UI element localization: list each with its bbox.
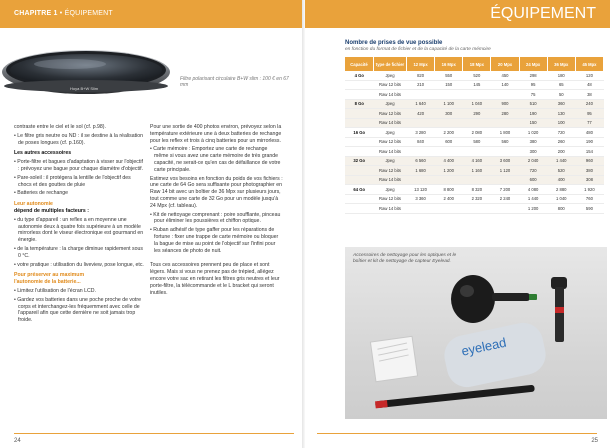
shots-cell bbox=[435, 90, 463, 100]
shots-cell: 520 bbox=[547, 166, 575, 176]
photo-caption: Accessoires de nettoyage pour les optiques et le boîtier et kit de nettoyage de capteur Eyelead. bbox=[353, 253, 457, 264]
heading-autres-accessoires: Les autres accessoires bbox=[14, 150, 72, 157]
shots-cell: 550 bbox=[435, 71, 463, 80]
capacity-cell: 16 Go bbox=[345, 128, 374, 138]
filter-caption: Filtre polarisant circulaire B+W slim : 100 € en 67 mm bbox=[180, 76, 289, 88]
file-type-cell: Jpeg bbox=[374, 128, 407, 138]
page-number-right: 25 bbox=[591, 438, 598, 444]
shots-cell: 1 440 bbox=[547, 156, 575, 166]
shots-cell bbox=[463, 90, 491, 100]
table-row bbox=[345, 204, 604, 214]
col-header: 18 Mpx bbox=[463, 57, 491, 71]
file-type-cell: Raw 14 bits bbox=[374, 90, 407, 100]
shots-cell: 3 600 bbox=[491, 156, 519, 166]
cleaning-kit-image bbox=[345, 247, 607, 419]
capacity-cell bbox=[345, 204, 374, 214]
table-row bbox=[345, 71, 604, 80]
table-row bbox=[345, 80, 604, 90]
shots-cell: 510 bbox=[519, 99, 547, 109]
shots-cell: 1 680 bbox=[407, 166, 435, 176]
capacity-cell bbox=[345, 90, 374, 100]
shots-cell: 2 400 bbox=[435, 194, 463, 204]
shots-cell bbox=[491, 175, 519, 185]
shots-cell: 95 bbox=[575, 109, 603, 119]
file-type-cell: Jpeg bbox=[374, 99, 407, 109]
shots-cell: 380 bbox=[575, 166, 603, 176]
file-type-cell: Jpeg bbox=[374, 156, 407, 166]
left-column-1: contraste entre le ciel et le sol (cf. p.98). • Le filtre gris neutre ou ND : il se destine à la réalisation de poses longues (cf. p.160). Les autres accessoires • Porte-filtre et bagues d'adaptation à visser sur l'objectif : prévoyez une bague pour chaque diamètre d'objectif. • Pare-soleil : il protégera la lentille de l'objectif des chocs et des gouttes de pluie • Batteries de rechange Leur autonomie dépend de multiples facteurs : • du type d'appareil : un reflex a en moyenne une autonomie deux à quatre fois supérieure à un modèle mirrorless dont le viseur électronique est gourmand en énergie. • de la température : la charge diminue rapidement sous 0 °C. • votre pratique : utilisation du liveview, pose longue, etc. Pour préserver au maximum l'autonomie de la batterie... • Limitez l'utilisation de l'écran LCD. • Gardez vos batteries dans une poche proche de votre corps et interchangez-les fréquemment avec celle de l'appareil afin que cette dernière ne soit jamais trop froide. bbox=[14, 124, 144, 324]
shots-cell: 2 040 bbox=[519, 156, 547, 166]
shots-cell: 420 bbox=[407, 109, 435, 119]
shots-cell: 8 800 bbox=[435, 185, 463, 195]
shots-cell: 1 020 bbox=[519, 128, 547, 138]
shots-cell: 1 800 bbox=[491, 128, 519, 138]
shots-cell: 1 200 bbox=[519, 204, 547, 214]
eyelead-logo: eyelead bbox=[459, 334, 508, 359]
page-number-left: 24 bbox=[14, 438, 21, 444]
shots-cell: 560 bbox=[491, 137, 519, 147]
shots-cell: 100 bbox=[547, 118, 575, 128]
shots-cell bbox=[491, 204, 519, 214]
shots-cell: 840 bbox=[407, 137, 435, 147]
shots-cell: 3 280 bbox=[407, 128, 435, 138]
shots-cell: 2 320 bbox=[463, 194, 491, 204]
section-header bbox=[305, 0, 610, 28]
col-header: 16 Mpx bbox=[435, 57, 463, 71]
shots-cell: 180 bbox=[547, 71, 575, 80]
table-row bbox=[345, 109, 604, 119]
shots-cell: 1 100 bbox=[435, 99, 463, 109]
right-page bbox=[305, 0, 610, 448]
shots-cell bbox=[463, 118, 491, 128]
shots-cell: 150 bbox=[519, 118, 547, 128]
file-type-cell: Raw 14 bits bbox=[374, 204, 407, 214]
shots-cell: 280 bbox=[491, 109, 519, 119]
table-row bbox=[345, 156, 604, 166]
shots-cell: 200 bbox=[547, 147, 575, 157]
shots-cell: 300 bbox=[435, 109, 463, 119]
shots-cell: 2 240 bbox=[491, 194, 519, 204]
col-header: 45 Mpx bbox=[575, 57, 603, 71]
table-row bbox=[345, 90, 604, 100]
shots-cell: 6 560 bbox=[407, 156, 435, 166]
shots-cell: 300 bbox=[519, 147, 547, 157]
shots-cell bbox=[407, 90, 435, 100]
capacity-cell bbox=[345, 109, 374, 119]
shots-cell bbox=[435, 147, 463, 157]
col-header: 12 Mpx bbox=[407, 57, 435, 71]
capacity-cell: 32 Go bbox=[345, 156, 374, 166]
shots-cell: 150 bbox=[435, 80, 463, 90]
shots-cell: 800 bbox=[547, 204, 575, 214]
shots-cell: 1 640 bbox=[407, 99, 435, 109]
filter-ring-text: Hoya B+W Slim bbox=[70, 86, 99, 91]
capacity-cell: 4 Go bbox=[345, 71, 374, 80]
shots-cell: 400 bbox=[547, 175, 575, 185]
chapter-header: CHAPITRE 1 • ÉQUIPEMENT bbox=[0, 0, 305, 28]
table-row bbox=[345, 99, 604, 109]
shots-cell: 120 bbox=[575, 71, 603, 80]
table-row bbox=[345, 175, 604, 185]
shots-cell: 900 bbox=[491, 99, 519, 109]
col-header: 20 Mpx bbox=[491, 57, 519, 71]
shots-cell: 140 bbox=[491, 80, 519, 90]
shots-cell: 760 bbox=[575, 194, 603, 204]
shots-cell: 298 bbox=[519, 71, 547, 80]
shots-cell: 190 bbox=[519, 109, 547, 119]
shots-cell: 580 bbox=[463, 137, 491, 147]
col-header: 24 Mpx bbox=[519, 57, 547, 71]
shots-cell: 260 bbox=[547, 137, 575, 147]
shots-cell: 308 bbox=[575, 175, 603, 185]
shots-cell: 380 bbox=[519, 137, 547, 147]
shots-cell: 1 040 bbox=[463, 99, 491, 109]
shots-cell: 8 320 bbox=[463, 185, 491, 195]
capacity-cell bbox=[345, 137, 374, 147]
shots-cell: 720 bbox=[519, 166, 547, 176]
capacity-cell: 8 Go bbox=[345, 99, 374, 109]
col-header: type de fichier bbox=[374, 57, 407, 71]
shots-cell: 600 bbox=[519, 175, 547, 185]
table-header-row bbox=[345, 57, 604, 71]
footer-rule bbox=[14, 433, 294, 434]
capacity-cell bbox=[345, 175, 374, 185]
shots-cell bbox=[463, 175, 491, 185]
table-row bbox=[345, 194, 604, 204]
section-label: ÉQUIPEMENT bbox=[64, 10, 113, 17]
file-type-cell: Raw 12 bits bbox=[374, 80, 407, 90]
capacity-cell bbox=[345, 166, 374, 176]
file-type-cell: Raw 14 bits bbox=[374, 118, 407, 128]
shots-cell bbox=[463, 147, 491, 157]
shots-cell: 820 bbox=[407, 71, 435, 80]
capacity-cell bbox=[345, 80, 374, 90]
shots-cell bbox=[407, 147, 435, 157]
file-type-cell: Raw 12 bits bbox=[374, 137, 407, 147]
shots-cell bbox=[407, 118, 435, 128]
shots-cell: 75 bbox=[519, 90, 547, 100]
table-title: Nombre de prises de vue possible bbox=[345, 40, 443, 46]
heading-preserver: Pour préserver au maximum bbox=[14, 272, 85, 279]
shots-cell: 65 bbox=[547, 80, 575, 90]
shots-cell: 95 bbox=[519, 80, 547, 90]
file-type-cell: Jpeg bbox=[374, 185, 407, 195]
shots-cell bbox=[463, 204, 491, 214]
shots-cell: 290 bbox=[463, 109, 491, 119]
shots-cell: 7 200 bbox=[491, 185, 519, 195]
shots-cell: 360 bbox=[547, 99, 575, 109]
capacity-cell bbox=[345, 118, 374, 128]
shots-cell: 480 bbox=[575, 128, 603, 138]
file-type-cell: Raw 12 bits bbox=[374, 194, 407, 204]
shots-cell: 1 040 bbox=[547, 194, 575, 204]
shots-cell: 1 920 bbox=[575, 185, 603, 195]
shots-cell bbox=[435, 175, 463, 185]
shots-cell: 2 080 bbox=[463, 128, 491, 138]
shots-cell: 720 bbox=[547, 128, 575, 138]
file-type-cell: Raw 14 bits bbox=[374, 175, 407, 185]
shots-cell: 154 bbox=[575, 147, 603, 157]
shots-cell: 38 bbox=[575, 90, 603, 100]
capacity-cell bbox=[345, 194, 374, 204]
shots-cell: 77 bbox=[575, 118, 603, 128]
table-subtitle: en fonction du format de fichier et de la capacité de la carte mémoire bbox=[345, 47, 491, 52]
table-row bbox=[345, 128, 604, 138]
table-row bbox=[345, 166, 604, 176]
shots-cell bbox=[491, 147, 519, 157]
shots-cell: 1 160 bbox=[463, 166, 491, 176]
shots-cell: 48 bbox=[575, 80, 603, 90]
file-type-cell: Raw 12 bits bbox=[374, 166, 407, 176]
shots-cell: 450 bbox=[491, 71, 519, 80]
shots-cell: 190 bbox=[575, 137, 603, 147]
shots-cell bbox=[435, 118, 463, 128]
col-header: Capacité bbox=[345, 57, 374, 71]
shots-cell: 4 160 bbox=[463, 156, 491, 166]
capacity-cell bbox=[345, 147, 374, 157]
file-type-cell: Raw 14 bits bbox=[374, 147, 407, 157]
shots-cell: 2 880 bbox=[547, 185, 575, 195]
file-type-cell: Raw 12 bits bbox=[374, 109, 407, 119]
shots-cell: 3 360 bbox=[407, 194, 435, 204]
shots-cell: 600 bbox=[435, 137, 463, 147]
shots-cell bbox=[435, 204, 463, 214]
table-row bbox=[345, 185, 604, 195]
chapter-label: CHAPITRE 1 bbox=[14, 10, 58, 17]
shots-cell bbox=[491, 90, 519, 100]
left-column-2: Pour une sortie de 400 photos environ, prévoyez selon la température extérieure une à deux batteries de rechange pour les reflex et trois à cinq batteries pour un mirrorless. • Carte mémoire : Emportez une carte de rechange même si vous avez une carte mémoire de très grande capacité, ne serait-ce qu'en cas de défaillance de votre carte principale. Estimez vos besoins en fonction du poids de vos fichiers : une carte de 64 Go sera suffisante pour photographier en Raw 14 bit avec un boîtier de 36 Mpx sur plusieurs jours, tout comme une carte de 32 Go pour un modèle jusqu'à 24 Mpx (cf. tableau). • Kit de nettoyage comprenant : poire soufflante, pinceau pour éliminer les poussières et chiffon optique. • Ruban adhésif de type gaffer pour les réparations de fortune : fixer une trappe de carte mémoire ou bloquer la bague de mise au point de l'objectif sur l'infini pour les séances de photo de nuit. Tous ces accessoires prennent peu de place et sont légers. Mais si vous ne prenez pas de trépied, allégez encore votre sac en retirant les filtres gris neutres et leur porte-filtre, la télécommande et le L bracket qui seront inutiles. bbox=[150, 124, 283, 296]
shots-cell: 240 bbox=[575, 99, 603, 109]
table-row bbox=[345, 137, 604, 147]
capacity-cell: 64 Go bbox=[345, 185, 374, 195]
shots-cell: 2 200 bbox=[435, 128, 463, 138]
shots-cell: 1 440 bbox=[519, 194, 547, 204]
footer-rule bbox=[317, 433, 597, 434]
table-row bbox=[345, 147, 604, 157]
shots-cell: 4 080 bbox=[519, 185, 547, 195]
shots-cell bbox=[491, 118, 519, 128]
heading-autonomie: Leur autonomie bbox=[14, 201, 53, 208]
shots-cell bbox=[407, 204, 435, 214]
shots-cell: 13 120 bbox=[407, 185, 435, 195]
table-row bbox=[345, 118, 604, 128]
col-header: 36 Mpx bbox=[547, 57, 575, 71]
file-type-cell: Jpeg bbox=[374, 71, 407, 80]
shots-cell: 520 bbox=[463, 71, 491, 80]
shots-cell: 145 bbox=[463, 80, 491, 90]
shots-cell: 50 bbox=[547, 90, 575, 100]
cleaning-kit-photo bbox=[345, 247, 607, 419]
shots-cell: 130 bbox=[547, 109, 575, 119]
shots-cell bbox=[407, 175, 435, 185]
shots-cell: 4 400 bbox=[435, 156, 463, 166]
shots-cell: 1 200 bbox=[435, 166, 463, 176]
shots-cell: 210 bbox=[407, 80, 435, 90]
shots-capacity-table bbox=[345, 57, 604, 214]
shots-cell: 1 120 bbox=[491, 166, 519, 176]
shots-cell: 590 bbox=[575, 204, 603, 214]
section-title: ÉQUIPEMENT bbox=[490, 5, 596, 22]
shots-cell: 960 bbox=[575, 156, 603, 166]
